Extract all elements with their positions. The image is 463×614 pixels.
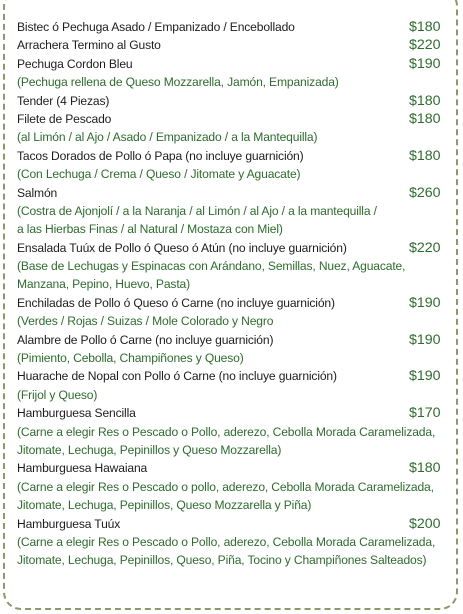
menu-item-name: Ensalada Tuúx de Pollo ó Queso ó Atún (no incluye guarnición) [17,240,347,255]
menu-item-description: (Con Lechuga / Crema / Queso / Jitomate y Aguacate) [17,167,301,182]
menu-item-row [17,184,453,202]
menu-list [17,18,453,570]
menu-item [17,404,453,459]
menu-item-name: Bistec ó Pechuga Asado / Empanizado / Encebollado [17,20,295,34]
menu-item [17,459,453,514]
menu-item-description: Jitomate, Lechuga, Pepinillos, Queso, Piña, Tocino y Champiñones Salteados) [17,553,427,568]
menu-item [17,239,453,294]
menu-item-description: Jitomate, Lechuga, Pepinillos y Queso Mozzarella) [17,442,282,457]
menu-item-name: Hamburguesa Hawaiana [17,461,148,476]
menu-item [17,515,453,570]
menu-item [17,92,453,110]
menu-item-description: Manzana, Pepino, Huevo, Pasta) [17,277,190,292]
menu-item-name: Pechuga Cordon Bleu [17,56,133,71]
menu-item-price: $180 [409,19,441,35]
menu-item-price: $190 [409,331,441,348]
menu-item-name: Filete de Pescado [17,111,112,126]
menu-item-name: Hamburguesa Tuúx [17,516,121,531]
menu-item-row [17,147,453,165]
menu-item-description: (Carne a elegir Res o Pescado o pollo, aderezo, Cebolla Morada Caramelizada, [17,479,434,494]
menu-item-name: Huarache de Nopal con Pollo ó Carne (no incluye guarnición) [17,369,337,384]
menu-item [17,184,453,239]
menu-item-description: (Costra de Ajonjolí / a la Naranja / al Limón / al Ajo / a la mantequilla / [17,203,377,218]
menu-item-row [17,36,453,54]
menu-item-description: (Frijol y Queso) [17,387,98,402]
menu-item [17,110,453,147]
menu-item [17,18,453,36]
menu-item [17,36,453,54]
menu-item-name: Alambre de Pollo ó Carne (no incluye guarnición) [17,332,274,347]
menu-item-name: Arrachera Termino al Gusto [17,38,161,53]
menu-item-row [17,331,453,349]
menu-item-name: Tender (4 Piezas) [17,93,110,108]
menu-item [17,147,453,184]
menu-item-name: Salmón [17,185,58,200]
menu-item-row [17,515,453,533]
menu-item-row [17,18,453,36]
menu-item-row [17,92,453,110]
menu-item-price: $220 [409,239,441,256]
menu-item-price: $180 [409,147,441,164]
menu-item-description: (Verdes / Rojas / Suizas / Mole Colorado y Negro [17,314,274,329]
menu-item-description: (Pimiento, Cebolla, Champiñones y Queso) [17,351,244,366]
menu-item-price: $220 [409,37,441,54]
menu-item-name: Enchiladas de Pollo ó Queso ó Carne (no incluye guarnición) [17,295,335,310]
menu-item-description: a las Hierbas Finas / al Natural / Mostaza con Miel) [17,222,283,237]
menu-item-row [17,239,453,257]
menu-item-description: (Carne a elegir Res o Pescado o Pollo, aderezo, Cebolla Morada Caramelizada, [17,424,436,439]
menu-item-price: $190 [409,294,441,311]
menu-item-description: (al Limón / al Ajo / Asado / Empanizado / a la Mantequilla) [17,130,318,145]
menu-item-description: Jitomate, Lechuga, Pepinillos, Queso Mozzarella y Piña) [17,498,312,513]
menu-item-price: $170 [409,405,441,422]
menu-item-price: $180 [409,460,441,477]
menu-item [17,367,453,404]
menu-item-price: $180 [409,92,441,109]
menu-item [17,294,453,331]
menu-item-row [17,294,453,312]
menu-item-price: $200 [409,515,441,532]
menu-item [17,331,453,368]
menu-item-price: $190 [409,55,441,72]
menu-item-description: (Pechuga rellena de Queso Mozzarella, Jamón, Empanizada) [17,75,339,90]
menu-item-name: Tacos Dorados de Pollo ó Papa (no incluye guarnición) [17,148,304,163]
menu-item [17,55,453,92]
menu-item-row [17,110,453,128]
menu-item-price: $180 [409,110,441,127]
menu-item-row [17,459,453,477]
menu-item-row [17,404,453,422]
menu-item-row [17,55,453,73]
menu-item-price: $190 [409,368,441,385]
menu-item-row [17,367,453,385]
menu-item-name: Hamburguesa Sencilla [17,406,136,421]
menu-item-description: (Base de Lechugas y Espinacas con Arándano, Semillas, Nuez, Aguacate, [17,259,406,274]
menu-item-description: (Carne a elegir Res o Pescado o Pollo, aderezo, Cebolla Morada Caramelizada, [17,534,436,549]
menu-item-price: $260 [409,184,441,201]
